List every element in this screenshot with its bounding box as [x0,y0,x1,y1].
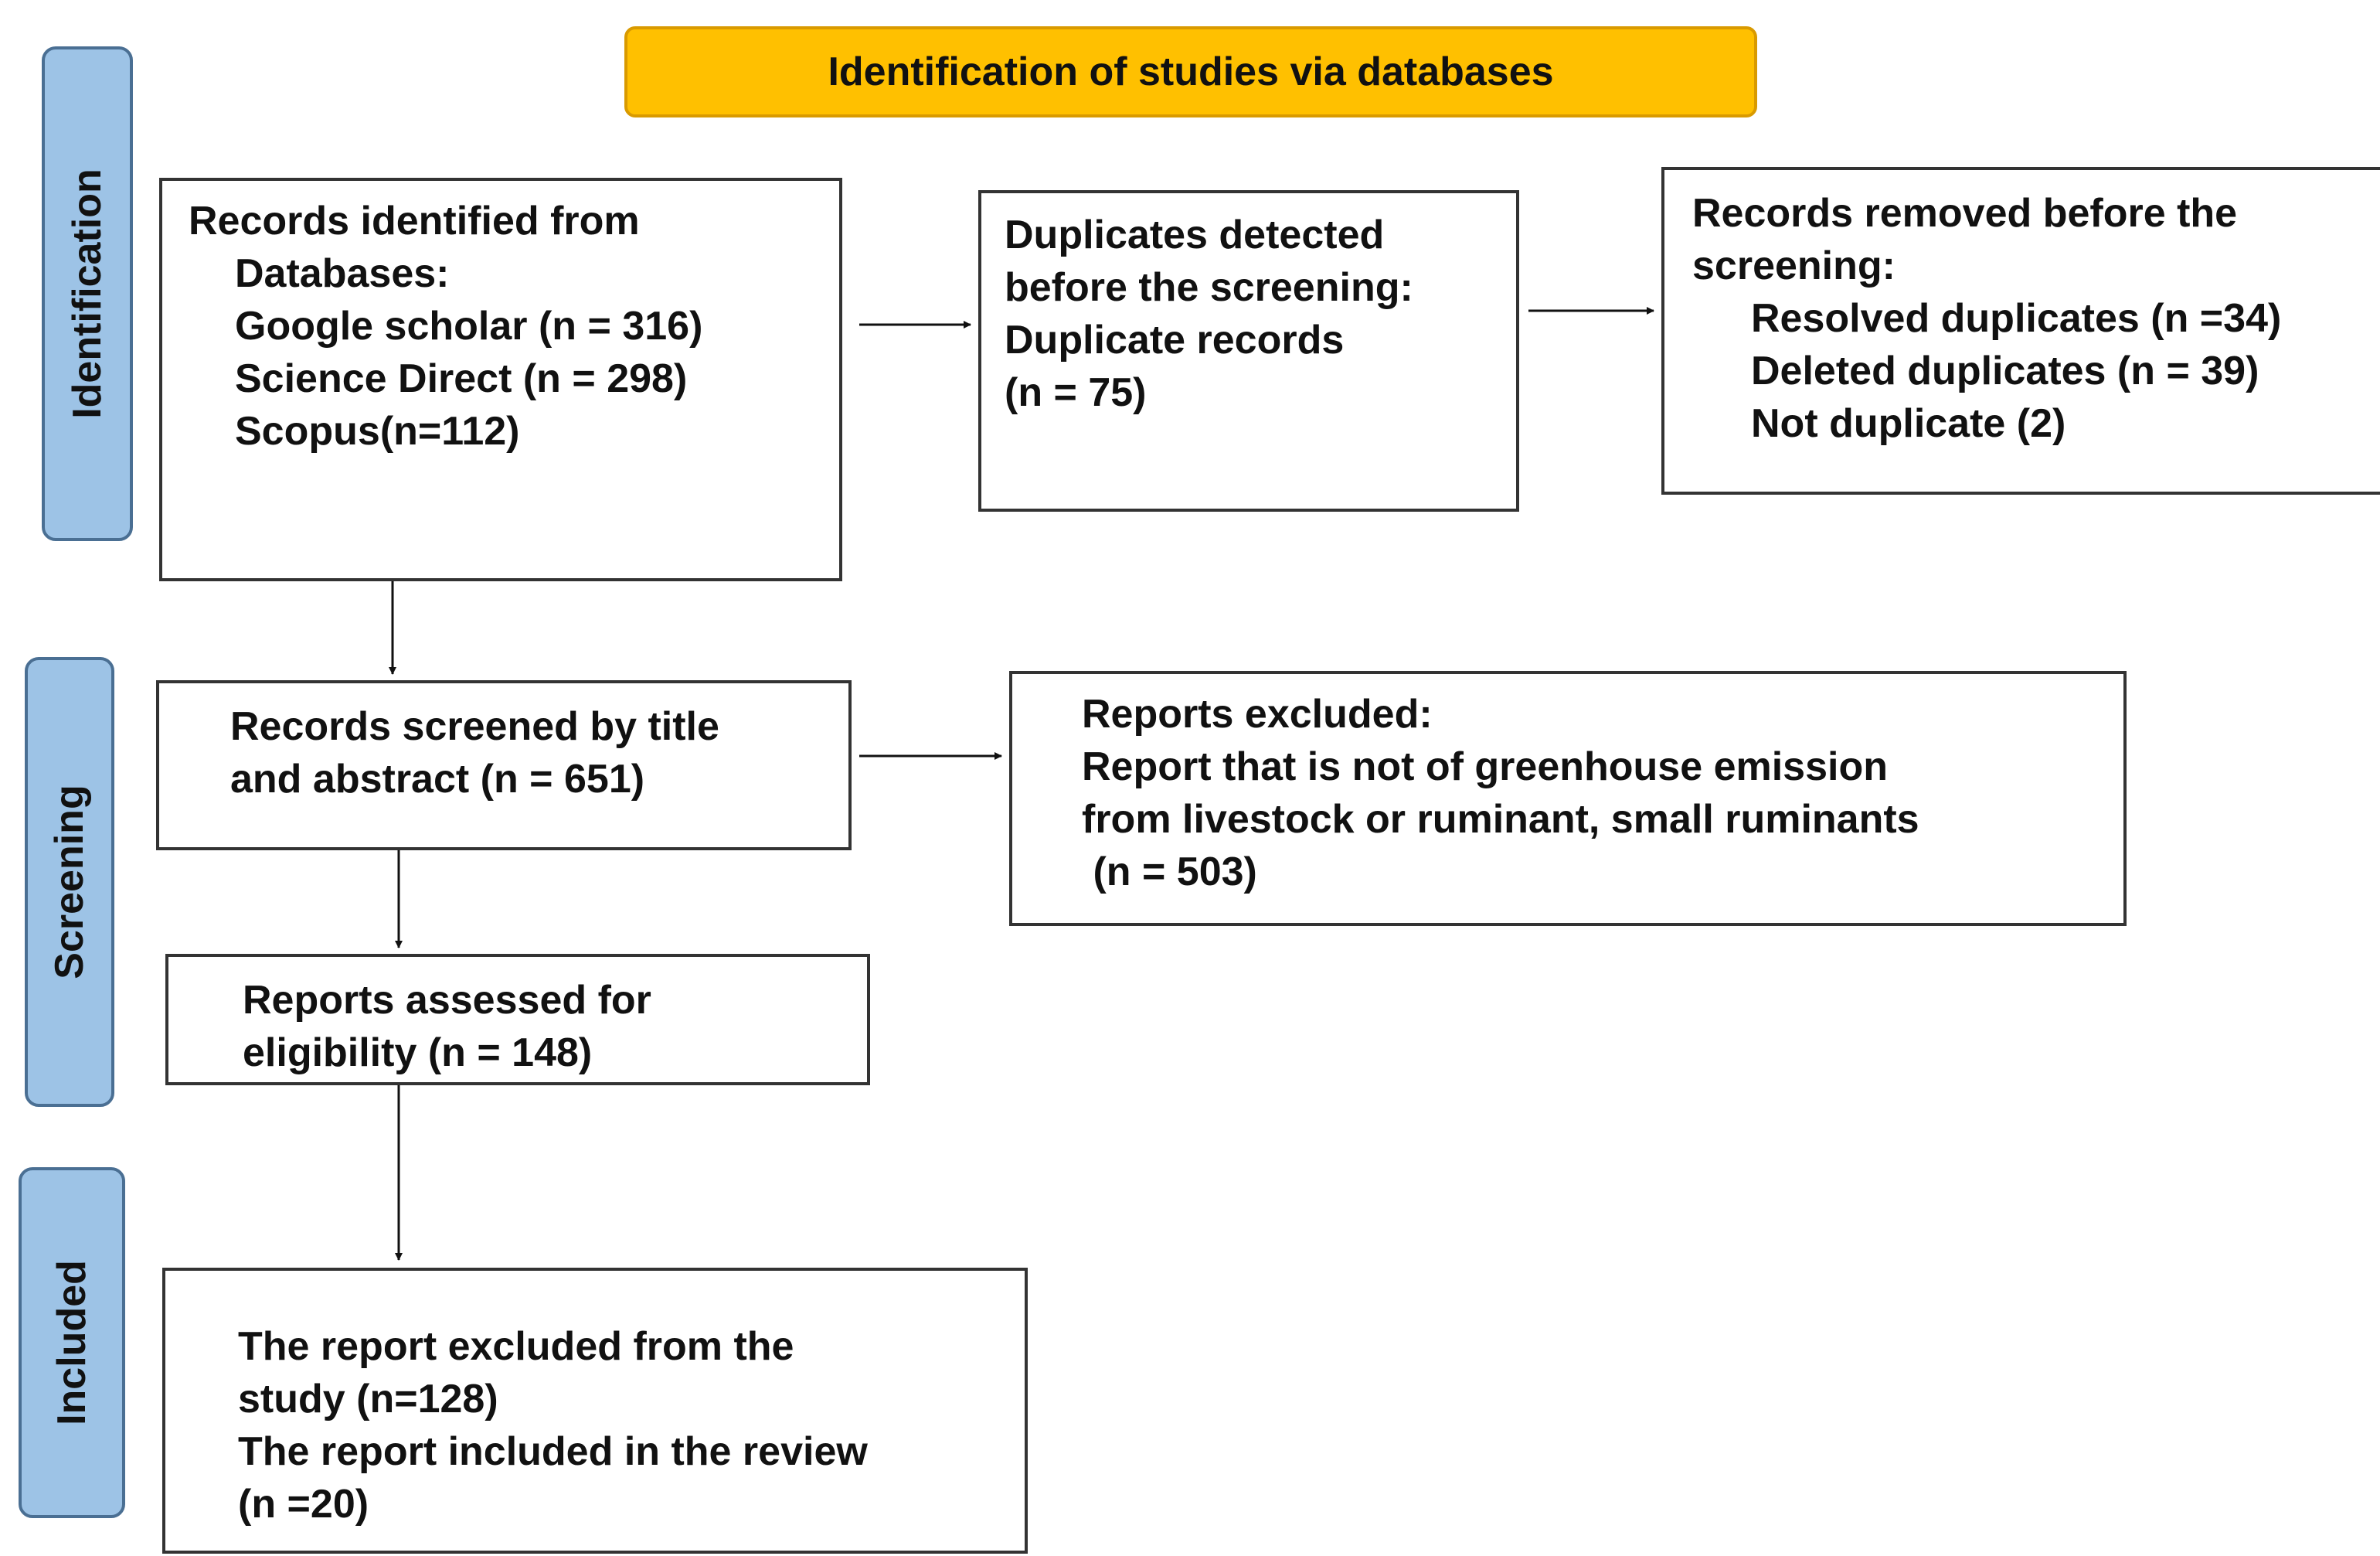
phase-included-label: Included [49,1260,94,1425]
duplicates-line-1: Duplicates detected [1005,213,1385,257]
banner-title: Identification of studies via databases [828,49,1554,94]
included-line-2: study (n=128) [238,1377,498,1422]
included-line-4: (n =20) [238,1482,369,1527]
assessed-line-1: Reports assessed for [243,978,651,1023]
excluded-line-3: from livestock or ruminant, small ruminants [1082,797,1919,842]
duplicates-line-4: (n = 75) [1005,370,1147,415]
removed-heading-2: screening: [1692,243,1896,288]
phase-identification-label: Identification [65,169,110,419]
excluded-line-1: Reports excluded: [1082,692,1433,737]
included-line-1: The report excluded from the [238,1324,794,1369]
excluded-line-2: Report that is not of greenhouse emission [1082,744,1888,789]
removed-heading: Records removed before the [1692,191,2238,236]
included-line-3: The report included in the review [238,1429,868,1474]
assessed-line-2: eligibility (n = 148) [243,1030,593,1075]
source-science-direct: Science Direct (n = 298) [235,356,688,401]
records-identified-heading: Records identified from [189,199,640,243]
duplicates-line-3: Duplicate records [1005,318,1345,363]
source-scopus: Scopus(n=112) [235,409,520,454]
duplicates-line-2: before the screening: [1005,265,1413,310]
screened-line-2: and abstract (n = 651) [230,757,645,802]
phase-screening-label: Screening [47,785,92,979]
removed-deleted: Deleted duplicates (n = 39) [1751,349,2259,393]
screened-line-1: Records screened by title [230,704,719,749]
records-identified-sub: Databases: [235,251,450,296]
excluded-line-4: (n = 503) [1082,850,1257,894]
source-google-scholar: Google scholar (n = 316) [235,304,703,349]
removed-not-duplicate: Not duplicate (2) [1751,401,2066,446]
removed-resolved: Resolved duplicates (n =34) [1751,296,2282,341]
